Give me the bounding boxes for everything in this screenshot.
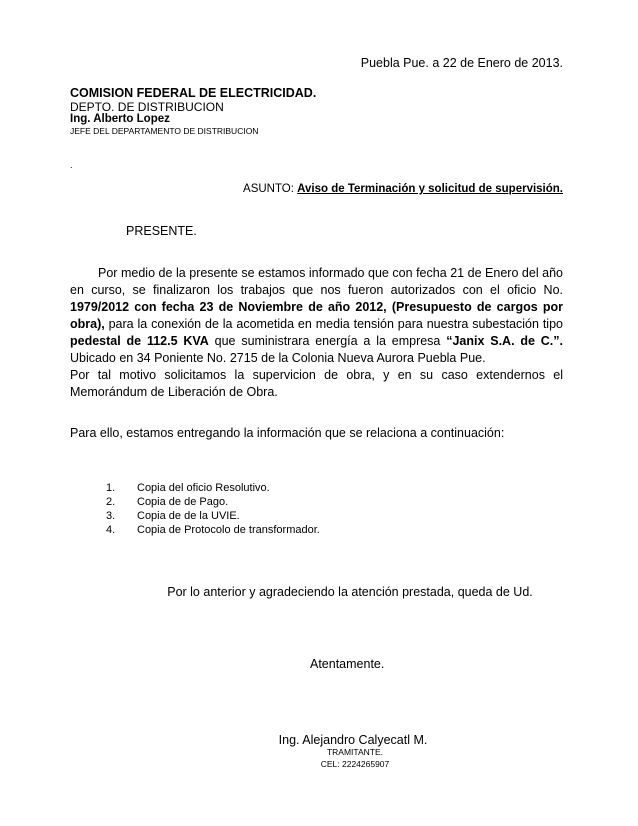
greeting: PRESENTE. xyxy=(126,224,197,238)
p1-bold-3: “Janix S.A. de C.”. xyxy=(446,334,563,348)
recipient-dept: DEPTO. DE DISTRIBUCION xyxy=(70,100,224,114)
paragraph-3: Para ello, estamos entregando la información que se relaciona a continuación: xyxy=(70,426,505,440)
closing-line xyxy=(0,585,638,599)
documents-list xyxy=(106,481,320,537)
paragraph-1 xyxy=(70,265,563,367)
list-item-text: Copia de de Pago. xyxy=(137,496,229,508)
list-item-number: 3. xyxy=(106,510,116,522)
list-item-number: 1. xyxy=(106,482,116,494)
list-item-text: Copia del oficio Resolutivo. xyxy=(137,482,270,494)
date-line: Puebla Pue. a 22 de Enero de 2013. xyxy=(360,56,563,70)
list-item xyxy=(106,481,320,495)
stray-dot: . xyxy=(70,160,73,170)
list-item-text: Copia de Protocolo de transformador. xyxy=(137,524,320,536)
subject-label: ASUNTO: xyxy=(243,183,294,195)
signature-name-line xyxy=(0,733,638,747)
signature-cel: CEL: 2224265907 xyxy=(320,759,390,769)
p1-bold-1: 1979/2012 con fecha 23 de Noviembre de año 2012, (Presupuesto de cargos por obra), xyxy=(70,300,563,331)
recipient-role: JEFE DEL DEPARTAMENTO DE DISTRIBUCION xyxy=(70,126,259,136)
p1-text-2: para la conexión de la acometida en media tensión para nuestra subestación tipo xyxy=(104,317,563,331)
p1-text-3: que suministrara energía a la empresa xyxy=(208,334,447,348)
signature-role-line xyxy=(0,747,638,757)
recipient-name: Ing. Alberto Lopez xyxy=(70,113,170,125)
signature-name: Ing. Alejandro Calyecatl M. xyxy=(278,733,428,747)
subject-line xyxy=(243,183,563,195)
recipient-org: COMISION FEDERAL DE ELECTRICIDAD. xyxy=(70,86,317,100)
list-item xyxy=(106,509,320,523)
signature-cel-line xyxy=(0,759,638,769)
list-item xyxy=(106,523,320,537)
paragraph-2: Por tal motivo solicitamos la supervicion de obra, y en su caso extendernos el Memorándum de Liberación de Obra. xyxy=(70,368,563,399)
p1-text-1: Por medio de la presente se estamos informado que con fecha 21 de Enero del año en curso, se finalizaron los trabajos que nos fueron autorizados con el oficio No. xyxy=(70,266,563,297)
list-item xyxy=(106,495,320,509)
p1-bold-2: pedestal de 112.5 KVA xyxy=(70,334,209,348)
p1-text-4: Ubicado en 34 Poniente No. 2715 de la Colonia Nueva Aurora Puebla Pue. xyxy=(70,351,486,365)
list-item-text: Copia de de la UVIE. xyxy=(137,510,240,522)
closing-text: Por lo anterior y agradeciendo la atención prestada, queda de Ud. xyxy=(167,585,533,599)
signature-role: TRAMITANTE. xyxy=(326,747,384,757)
subject-text: Aviso de Terminación y solicitud de supervisión. xyxy=(297,183,563,195)
list-item-number: 2. xyxy=(106,496,116,508)
farewell: Atentamente. xyxy=(310,657,385,671)
list-item-number: 4. xyxy=(106,524,116,536)
